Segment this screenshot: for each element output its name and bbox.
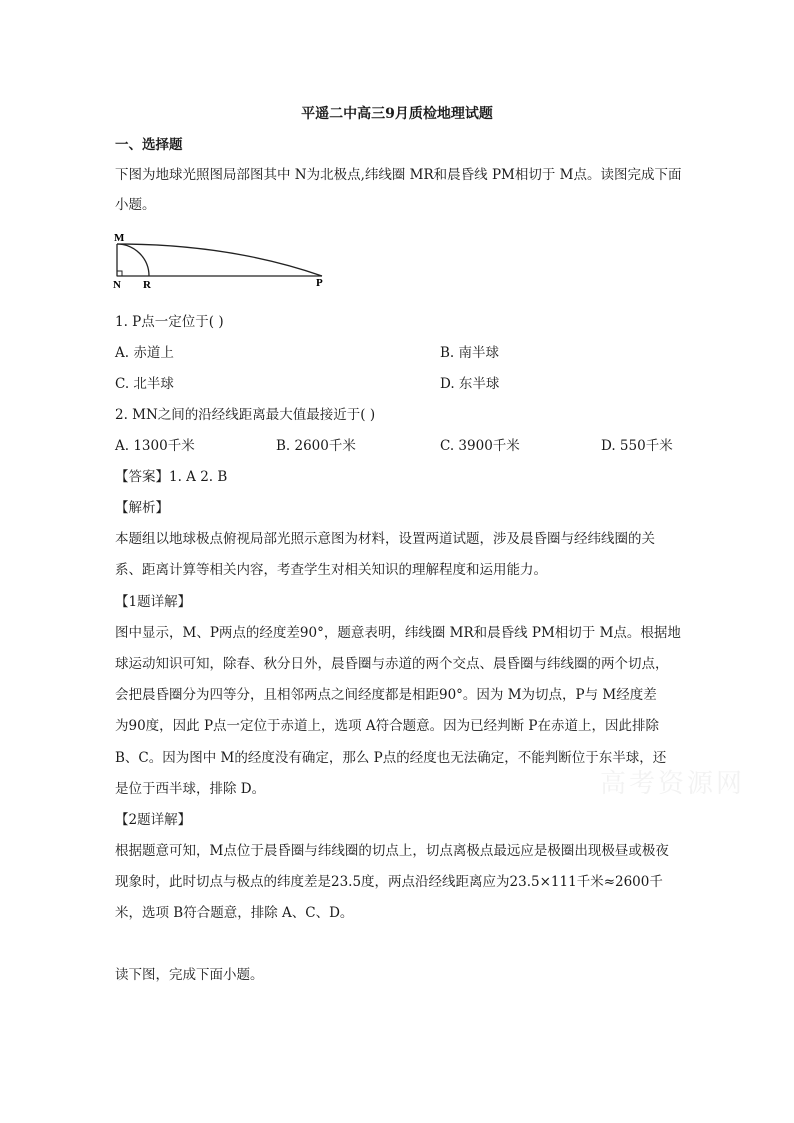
q2-option-d: D. 550千米 xyxy=(601,438,673,454)
detail-1-line-4: 为90度，因此 P点一定位于赤道上，选项 A符合题意。因为已经判断 P在赤道上，因此排除 xyxy=(115,718,659,734)
intro-text-line-1: 下图为地球光照图局部图其中 N为北极点,纬线圈 MR和晨昏线 PM相切于 M点。读图完成下面 xyxy=(115,167,682,183)
detail-1-line-2: 球运动知识可知，除春、秋分日外，晨昏圈与赤道的两个交点、晨昏圈与纬线圈的两个切点， xyxy=(115,656,669,672)
q2-option-a: A. 1300千米 xyxy=(115,438,195,454)
q2-option-b: B. 2600千米 xyxy=(276,438,356,454)
next-section-intro: 读下图，完成下面小题。 xyxy=(115,967,264,983)
analysis-heading: 【解析】 xyxy=(115,500,169,516)
question-1-stem: 1. P点一定位于( ) xyxy=(115,314,224,330)
label-p: P xyxy=(316,277,323,289)
detail-1-line-5: B、C。因为图中 M的经度没有确定，那么 P点的经度也无法确定，不能判断位于东半球，还 xyxy=(115,750,667,766)
watermark: 高考资源网 xyxy=(600,769,746,799)
detail-1-line-3: 会把晨昏圈分为四等分，且相邻两点之间经度都是相距90°。因为 M为切点，P与 M经度差 xyxy=(115,687,657,703)
page-title: 平遥二中高三9月质检地理试题 xyxy=(301,106,493,122)
right-angle-mark xyxy=(117,271,122,276)
q1-option-d: D. 东半球 xyxy=(440,376,500,392)
detail-1-line-6: 是位于西半球，排除 D。 xyxy=(115,781,266,797)
answer-line: 【答案】1. A 2. B xyxy=(115,469,228,485)
illumination-figure xyxy=(110,228,340,293)
detail-1-heading: 【1题详解】 xyxy=(115,594,192,610)
question-2-stem: 2. MN之间的沿经线距离最大值最接近于( ) xyxy=(115,407,376,423)
label-m: M xyxy=(114,232,125,244)
label-r: R xyxy=(143,279,151,291)
analysis-text-line-2: 系、距离计算等相关内容，考查学生对相关知识的理解程度和运用能力。 xyxy=(115,562,547,578)
q1-option-b: B. 南半球 xyxy=(440,345,500,361)
q1-option-a: A. 赤道上 xyxy=(115,345,174,361)
terminator-arc-pm xyxy=(117,244,322,276)
intro-text-line-2: 小题。 xyxy=(115,197,156,213)
detail-2-heading: 【2题详解】 xyxy=(115,812,192,828)
section-heading: 一、选择题 xyxy=(115,137,183,153)
detail-2-line-3: 米，选项 B符合题意，排除 A、C、D。 xyxy=(115,905,354,921)
detail-1-line-1: 图中显示，M、P两点的经度差90°，题意表明，纬线圈 MR和晨昏线 PM相切于 M点。根据地 xyxy=(115,625,681,641)
q2-option-c: C. 3900千米 xyxy=(440,438,520,454)
analysis-text-line-1: 本题组以地球极点俯视局部光照示意图为材料，设置两道试题，涉及晨昏圈与经纬线圈的关 xyxy=(115,531,655,547)
label-n: N xyxy=(113,279,121,291)
detail-2-line-2: 现象时，此时切点与极点的纬度差是23.5度，两点沿经线距离应为23.5×111千米≈2600千 xyxy=(115,874,663,890)
detail-2-line-1: 根据题意可知，M点位于晨昏圈与纬线圈的切点上，切点离极点最远应是极圈出现极昼或极夜 xyxy=(115,843,669,859)
q1-option-c: C. 北半球 xyxy=(115,376,174,392)
